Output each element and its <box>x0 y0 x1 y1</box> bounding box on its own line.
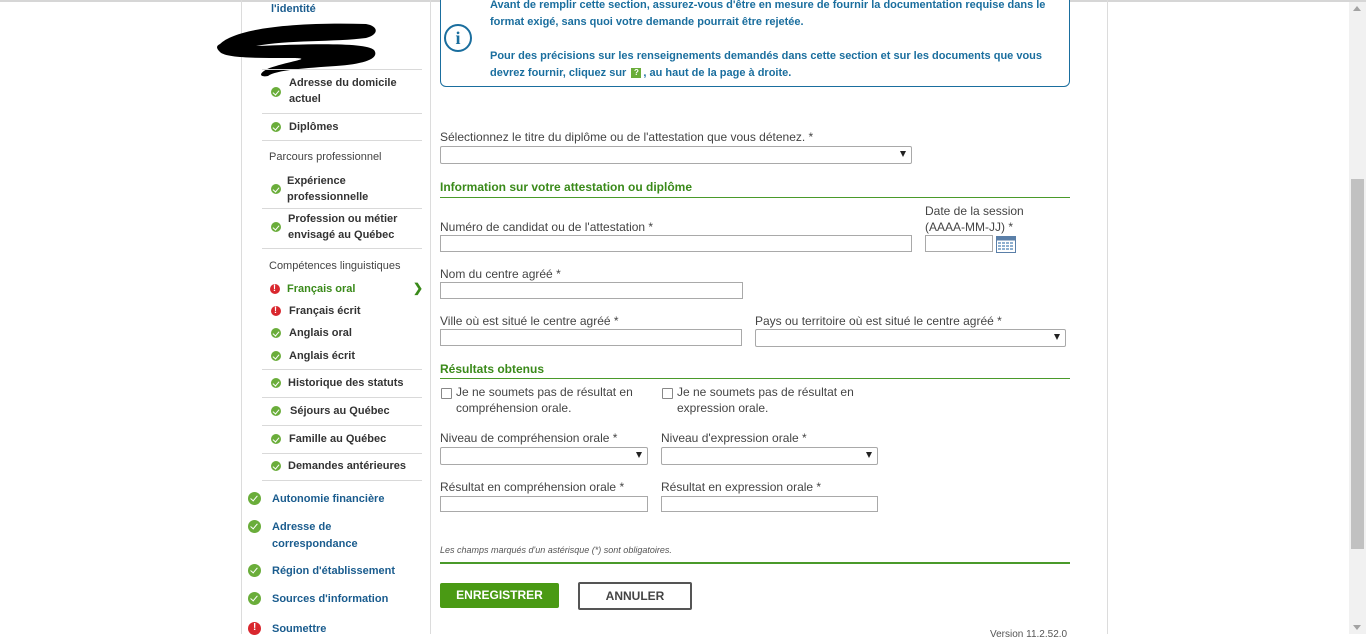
dropdown-arrow-icon <box>866 452 872 458</box>
version-text: Version 11.2.52.0 <box>990 629 1068 640</box>
session-date-label-2: (AAAA-MM-JJ) * <box>925 220 1013 234</box>
session-date-input[interactable] <box>925 235 993 252</box>
center-city-label: Ville où est situé le centre agréé * <box>440 314 619 328</box>
sidebar-item-experience[interactable]: Expérience professionnelle <box>287 175 369 203</box>
sidebar-item-previous-requests[interactable]: Demandes antérieures <box>288 460 406 472</box>
no-result-comprehension-label-1: Je ne soumets pas de résultat en <box>456 385 633 399</box>
comprehension-result-label: Résultat en compréhension orale * <box>440 480 625 494</box>
expression-result-label: Résultat en expression orale * <box>661 480 822 494</box>
center-name-label: Nom du centre agréé * <box>440 267 561 281</box>
status-ok-icon <box>271 184 281 194</box>
status-ok-icon <box>248 520 261 533</box>
sidebar-separator <box>262 425 422 426</box>
center-country-select[interactable] <box>755 329 1066 347</box>
expression-level-select[interactable] <box>661 447 878 465</box>
sidebar-separator <box>262 397 422 398</box>
diploma-label: Sélectionnez le titre du diplôme ou de l'attestation que vous détenez. * <box>440 130 814 144</box>
scroll-up-icon[interactable] <box>1353 6 1361 11</box>
expression-result-input[interactable] <box>661 496 878 512</box>
required-fields-note: Les champs marqués d'un astérisque (*) sont obligatoires. <box>440 545 672 555</box>
status-error-icon <box>248 622 261 635</box>
no-result-expression-label-2: expression orale. <box>677 401 769 415</box>
status-ok-icon <box>271 328 281 338</box>
status-ok-icon <box>248 564 261 577</box>
cancel-button[interactable]: ANNULER <box>578 582 692 610</box>
center-country-label: Pays ou territoire où est situé le centre agréé * <box>755 314 1002 328</box>
comprehension-level-select[interactable] <box>440 447 648 465</box>
calendar-icon[interactable] <box>996 235 1016 253</box>
no-result-expression-label-1: Je ne soumets pas de résultat en <box>677 385 854 399</box>
sidebar-section-professional: Parcours professionnel <box>269 151 382 163</box>
sidebar-divider <box>430 0 431 634</box>
help-icon[interactable]: ? <box>631 68 641 78</box>
info-text-line-4 <box>490 65 791 82</box>
status-ok-icon <box>271 222 281 232</box>
dropdown-arrow-icon <box>900 151 906 157</box>
sidebar-item-family-quebec[interactable]: Famille au Québec <box>289 433 387 445</box>
candidate-number-input[interactable] <box>440 235 912 252</box>
no-result-expression-checkbox[interactable] <box>662 388 673 399</box>
info-icon: i <box>444 24 472 52</box>
no-result-comprehension-label-2: compréhension orale. <box>456 401 572 415</box>
expression-level-label: Niveau d'expression orale * <box>661 431 807 445</box>
sidebar-item-stays-quebec[interactable]: Séjours au Québec <box>290 405 390 417</box>
info-text-line-2: format exigé, sans quoi votre demande pourrait être rejetée. <box>490 16 804 28</box>
status-error-icon <box>270 284 280 294</box>
center-city-input[interactable] <box>440 329 742 346</box>
info-text-line-3: Pour des précisions sur les renseignements demandés dans cette section et sur les documents que vous <box>490 50 1043 62</box>
step-submit[interactable]: Soumettre <box>272 623 327 635</box>
save-button[interactable]: ENREGISTRER <box>440 583 559 608</box>
sidebar-separator <box>262 140 422 141</box>
center-name-input[interactable] <box>440 282 743 299</box>
sidebar-separator <box>262 208 422 209</box>
candidate-number-label: Numéro de candidat ou de l'attestation * <box>440 220 654 234</box>
step-financial-autonomy[interactable]: Autonomie financière <box>272 493 385 505</box>
status-ok-icon <box>271 87 281 97</box>
sidebar-item-french-written[interactable]: Français écrit <box>289 305 361 317</box>
section-divider <box>440 378 1070 379</box>
sidebar-item-identity[interactable]: l'identité <box>271 3 316 15</box>
status-ok-icon <box>271 122 281 132</box>
sidebar-item-english-written[interactable]: Anglais écrit <box>289 350 356 362</box>
step-mailing-address[interactable]: Adresse de correspondance <box>272 521 358 550</box>
status-ok-icon <box>271 351 281 361</box>
sidebar-separator <box>262 113 422 114</box>
sidebar-separator <box>262 248 422 249</box>
info-text-line-4b: , au haut de la page à droite. <box>643 67 792 79</box>
vertical-scrollbar[interactable] <box>1349 2 1366 634</box>
sidebar-item-english-oral[interactable]: Anglais oral <box>289 327 352 339</box>
scroll-down-icon[interactable] <box>1353 625 1361 630</box>
status-ok-icon <box>271 406 281 416</box>
no-result-comprehension-checkbox[interactable] <box>441 388 452 399</box>
sidebar-separator <box>262 480 422 481</box>
dropdown-arrow-icon <box>636 452 642 458</box>
status-ok-icon <box>271 378 281 388</box>
sidebar-separator <box>262 69 422 70</box>
status-ok-icon <box>248 492 261 505</box>
sidebar-item-diplomas[interactable]: Diplômes <box>289 121 339 133</box>
sidebar-item-french-oral[interactable]: Français oral <box>287 283 356 295</box>
dropdown-arrow-icon <box>1054 334 1060 340</box>
info-text-line-1: Avant de remplir cette section, assurez-vous d'être en mesure de fournir la documentation requise dans le <box>490 0 1046 11</box>
status-ok-icon <box>271 434 281 444</box>
chevron-right-icon: ❯ <box>413 281 424 295</box>
sidebar-item-home-address[interactable]: Adresse du domicile actuel <box>289 77 397 105</box>
sidebar-separator <box>262 369 422 370</box>
comprehension-level-label: Niveau de compréhension orale * <box>440 431 618 445</box>
section-results-title: Résultats obtenus <box>440 362 545 376</box>
status-error-icon <box>271 306 281 316</box>
form-footer-divider <box>440 562 1070 564</box>
sidebar-item-profession[interactable]: Profession ou métier envisagé au Québec <box>288 213 398 241</box>
step-information-sources[interactable]: Sources d'information <box>272 593 389 605</box>
status-ok-icon <box>271 461 281 471</box>
sidebar-item-status-history[interactable]: Historique des statuts <box>288 377 404 389</box>
status-ok-icon <box>248 592 261 605</box>
info-text-line-4a: devrez fournir, cliquez sur <box>490 67 627 79</box>
scrollbar-thumb[interactable] <box>1351 179 1364 549</box>
step-settlement-region[interactable]: Région d'établissement <box>272 565 396 577</box>
sidebar-section-languages: Compétences linguistiques <box>269 260 401 272</box>
section-certificate-info-title: Information sur votre attestation ou diplôme <box>440 180 693 194</box>
info-box <box>440 0 1070 87</box>
comprehension-result-input[interactable] <box>440 496 648 512</box>
diploma-select[interactable] <box>440 146 912 164</box>
section-divider <box>440 197 1070 198</box>
sidebar-separator <box>262 453 422 454</box>
session-date-label-1: Date de la session <box>925 204 1024 218</box>
